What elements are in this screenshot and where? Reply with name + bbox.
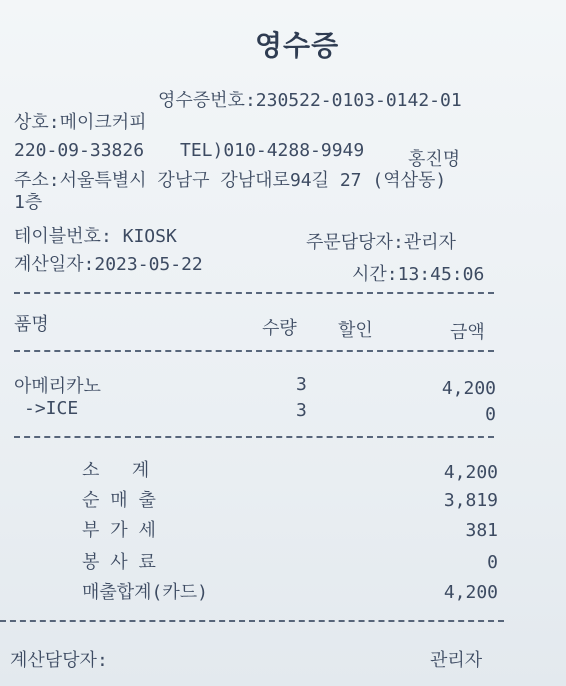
order-staff: 주문담당자:관리자 xyxy=(306,232,456,253)
receipt-title: 영수증 xyxy=(255,29,340,62)
column-discount: 할인 xyxy=(338,320,373,341)
owner-name: 홍진명 xyxy=(408,149,461,170)
total-sales-value: 4,200 xyxy=(443,582,498,603)
store-phone: TEL)010-4288-9949 xyxy=(180,140,365,161)
cashier-value: 관리자 xyxy=(430,650,483,671)
cashier-label: 계산담당자: xyxy=(10,650,108,671)
net-sales-label: 순 매 출 xyxy=(82,490,156,511)
service-charge-label: 봉 사 료 xyxy=(82,552,156,573)
calc-date: 계산일자:2023-05-22 xyxy=(14,254,203,275)
divider xyxy=(14,436,494,438)
address-line-2: 1층 xyxy=(14,192,43,213)
subtotal-value: 4,200 xyxy=(443,462,498,483)
service-charge-value: 0 xyxy=(487,552,498,573)
column-qty: 수량 xyxy=(262,318,297,339)
item-qty: 3 xyxy=(296,374,307,395)
divider xyxy=(14,292,494,294)
total-sales-label: 매출합계(카드) xyxy=(82,582,209,603)
table-number: 테이블번호: KIOSK xyxy=(14,226,177,247)
column-item: 품명 xyxy=(14,314,49,335)
vat-label: 부 가 세 xyxy=(82,520,156,541)
calc-time: 시간:13:45:06 xyxy=(352,264,485,285)
address-line-1: 주소:서울특별시 강남구 강남대로94길 27 (역삼동) xyxy=(14,170,447,191)
subtotal-label: 소 계 xyxy=(82,460,150,481)
item-amount: 0 xyxy=(485,404,496,425)
receipt-number: 영수증번호:230522-0103-0142-01 xyxy=(158,90,462,111)
column-amount: 금액 xyxy=(450,322,485,343)
divider xyxy=(0,620,504,622)
item-qty: 3 xyxy=(296,400,307,421)
vat-value: 381 xyxy=(465,520,498,541)
item-name: 아메리카노 xyxy=(14,376,101,397)
business-number: 220-09-33826 xyxy=(14,140,145,161)
divider xyxy=(14,350,494,352)
store-name: 상호:메이크커피 xyxy=(14,112,147,133)
net-sales-value: 3,819 xyxy=(443,490,498,511)
item-name: ->ICE xyxy=(24,398,79,419)
item-amount: 4,200 xyxy=(441,378,496,399)
